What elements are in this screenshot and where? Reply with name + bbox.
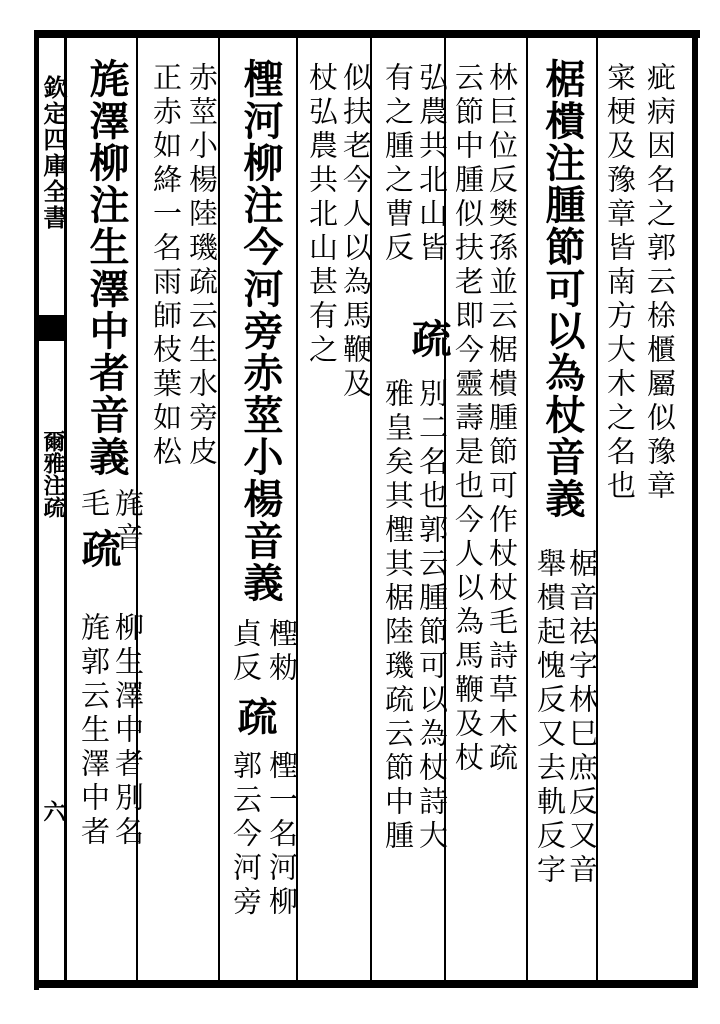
text-column: 寀梗及豫章皆南方大木之名也	[603, 62, 637, 504]
shu-marker: 疏	[405, 318, 452, 360]
shu-marker: 疏	[75, 528, 122, 570]
annotation-text: 柳生澤中者別名	[111, 612, 145, 850]
text-column: 赤莖小楊陸璣疏云生水旁皮	[185, 62, 219, 470]
text-column: 弘農共北山皆	[415, 62, 449, 266]
annotation-text: 貞反	[229, 618, 263, 686]
annotation-text: 郭云今河旁	[229, 750, 263, 920]
book-title: 爾雅注疏	[40, 430, 66, 518]
fishtail-mark	[36, 315, 66, 341]
annotation-text: 檉一名河柳	[265, 750, 299, 920]
text-column: 似扶老今人以為馬鞭及	[339, 62, 373, 402]
text-column: 云節中腫似扶老即今靈壽是也今人以為馬鞭及杖	[451, 62, 485, 776]
frame-top-border	[34, 30, 700, 38]
series-title: 欽定四庫全書	[39, 75, 68, 231]
frame-right-border	[692, 30, 698, 980]
page-number: 六	[40, 800, 66, 822]
annotation-text: 舉樻起愧反又去軌反字	[533, 548, 567, 888]
text-column: 疵病因名之郭云梌櫃屬似豫章	[643, 62, 677, 504]
main-text: 旄澤柳注生澤中者音義	[83, 58, 130, 478]
main-text: 椐樻注腫節可以為杖音義	[539, 58, 586, 520]
annotation-text: 檉勑	[265, 618, 299, 686]
annotation-text: 旄郭云生澤中者	[77, 612, 111, 850]
text-column: 有之腫之曹反	[381, 62, 415, 266]
frame-bottom-border	[34, 980, 698, 988]
annotation-text: 旄音	[111, 488, 145, 556]
shu-marker: 疏	[231, 696, 278, 738]
annotation-text: 毛	[77, 488, 111, 522]
text-column: 別二名也郭云腫節可以為杖詩大	[415, 378, 449, 854]
text-column: 林巨位反樊孫並云椐樻腫節可作杖杖毛詩草木疏	[485, 62, 519, 776]
text-column: 杖弘農共北山甚有之	[305, 62, 339, 368]
column-rule	[526, 38, 528, 980]
text-column: 雅皇矣其檉其椐陸璣疏云節中腫	[381, 378, 415, 854]
main-text: 檉河柳注今河旁赤莖小楊音義	[237, 58, 284, 604]
annotation-text: 椐音祛字林巳庶反又音	[565, 548, 599, 888]
text-column: 正赤如絳一名雨師枝葉如松	[149, 62, 183, 470]
